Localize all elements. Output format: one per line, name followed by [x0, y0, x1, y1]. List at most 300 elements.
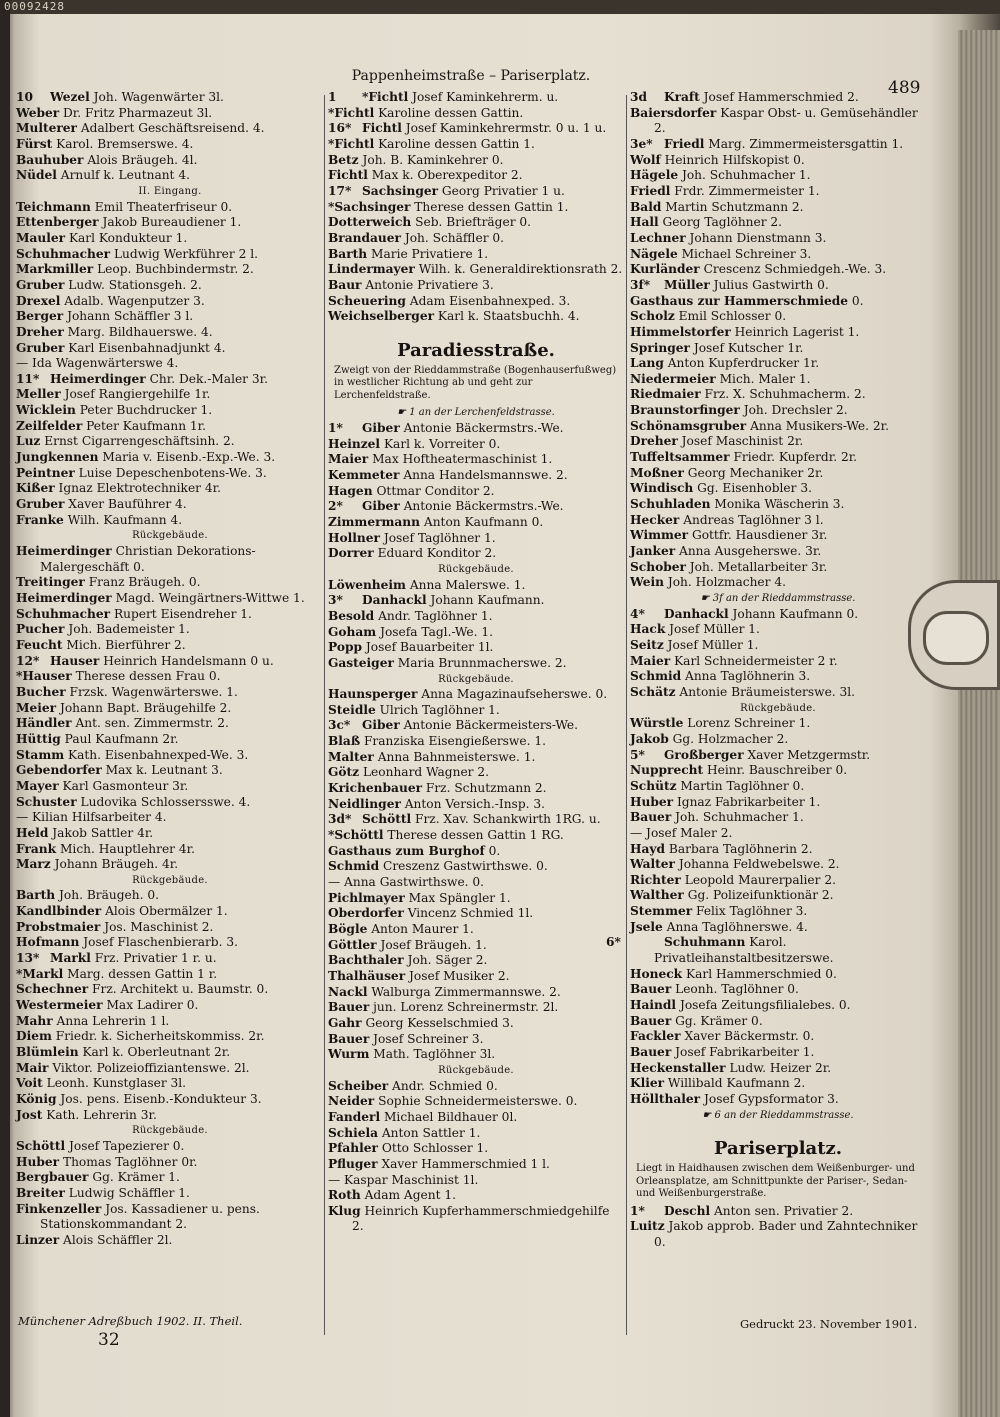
directory-entry: [328, 812, 624, 828]
resident-details: Karl Hammerschmied 0.: [686, 966, 837, 981]
directory-entry: [328, 1079, 624, 1095]
resident-details: Antonie Bräumeisterswe. 3l.: [679, 684, 856, 699]
resident-name: Neider: [328, 1094, 375, 1109]
resident-name: Jost: [16, 1107, 43, 1122]
directory-entry: [328, 1047, 624, 1063]
resident-name: Kraft: [664, 90, 700, 104]
resident-details: Anton Kaufmann 0.: [423, 514, 544, 529]
resident-name: Himmelstorfer: [630, 324, 731, 339]
resident-details: Math. Taglöhner 3l.: [373, 1047, 496, 1062]
directory-entry: [630, 763, 926, 779]
resident-details: Xaver Metzgermstr.: [747, 747, 871, 762]
resident-name: Pfluger: [328, 1156, 378, 1171]
resident-details: — Anna Gastwirthswe. 0.: [328, 875, 485, 890]
resident-name: Kurländer: [630, 262, 700, 277]
directory-entry: [630, 1219, 926, 1250]
resident-details: Friedr. Kupferdr. 2r.: [733, 450, 858, 465]
directory-entry: [16, 1014, 324, 1030]
resident-name: Schuster: [16, 794, 77, 809]
house-number: 2*: [328, 499, 343, 514]
directory-entry: [630, 575, 926, 591]
resident-name: Goham: [328, 624, 377, 639]
directory-entry: [328, 1157, 624, 1173]
resident-name: Braunstorfinger: [630, 403, 740, 418]
resident-details: Karl k. Staatsbuchh. 4.: [437, 309, 580, 324]
resident-details: Ludwig Schäffler 1.: [68, 1185, 190, 1200]
resident-name: Schöttl: [16, 1138, 66, 1153]
directory-entry: [630, 419, 926, 435]
resident-name: Moßner: [630, 465, 684, 480]
directory-entry: [630, 779, 926, 795]
resident-details: Willibald Kaufmann 2.: [667, 1076, 806, 1091]
resident-name: Deschl: [664, 1203, 711, 1218]
resident-name: Gebendorfer: [16, 763, 102, 778]
directory-entry: [16, 1139, 324, 1155]
resident-details: Friedr. k. Sicherheitskommiss. 2r.: [55, 1029, 265, 1044]
directory-entry: [630, 607, 926, 623]
directory-entry: [328, 546, 624, 562]
resident-details: Anton Kupferdrucker 1r.: [667, 356, 820, 371]
section-subheading: Rückgebäude.: [438, 563, 514, 575]
directory-entry: [16, 90, 324, 106]
resident-name: Barth: [16, 888, 56, 903]
resident-name: Schütz: [630, 778, 677, 793]
resident-name: Honeck: [630, 966, 683, 981]
resident-details: Gg. Krämer 1.: [92, 1170, 180, 1185]
resident-name: Westermeier: [16, 998, 103, 1013]
resident-details: Joh. B. Kaminkehrer 0.: [362, 152, 504, 167]
cross-reference-note: ☛ 3f an der Rieddammstrasse.: [700, 593, 856, 604]
top-strip: [0, 0, 1000, 14]
directory-entry: [630, 106, 926, 137]
resident-name: Friedl: [630, 183, 671, 198]
resident-details: Peter Kaufmann 1r.: [86, 418, 207, 433]
directory-entry: [630, 748, 926, 764]
directory-entry: [630, 137, 926, 153]
resident-name: Lechner: [630, 230, 686, 245]
directory-entry: [16, 325, 324, 341]
directory-entry: [16, 575, 324, 591]
resident-name: Friedl: [664, 136, 705, 151]
directory-entry: [630, 982, 926, 998]
resident-details: Joh. Metallarbeiter 3r.: [689, 559, 828, 574]
directory-entry: [328, 938, 624, 954]
resident-details: Adam Eisenbahnexped. 3.: [409, 293, 571, 308]
house-number: 5*: [630, 747, 645, 762]
resident-name: Roth: [328, 1188, 361, 1203]
resident-name: Fichtl: [328, 168, 368, 183]
resident-name: Giber: [362, 421, 400, 435]
column-2: [328, 90, 624, 1235]
resident-name: Großberger: [664, 747, 744, 762]
directory-entry: [16, 294, 324, 310]
directory-entry: [630, 967, 926, 983]
resident-name: Linzer: [16, 1232, 60, 1247]
resident-details: Adam Agent 1.: [364, 1188, 456, 1203]
resident-details: Mich. Hauptlehrer 4r.: [59, 841, 195, 856]
resident-details: Johann Bapt. Bräugehilfe 2.: [59, 700, 232, 715]
resident-name: Dotterweich: [328, 215, 412, 230]
resident-name: Fackler: [630, 1029, 681, 1044]
resident-details: Monika Wäscherin 3.: [714, 497, 845, 512]
directory-entry: [16, 215, 324, 231]
house-number: 3d*: [328, 812, 352, 827]
resident-name: Bauer: [630, 1045, 672, 1060]
resident-details: Josef Tapezierer 0.: [68, 1138, 185, 1153]
resident-details: Chr. Dek.-Maler 3r.: [149, 371, 269, 386]
directory-entry: [16, 888, 324, 904]
directory-entry: [630, 262, 926, 278]
resident-details: Max k. Oberexpeditor 2.: [371, 168, 523, 183]
resident-name: Kemmeter: [328, 467, 400, 482]
resident-name: *Schöttl: [328, 828, 384, 843]
resident-name: Malter: [328, 749, 374, 764]
resident-details: Antonie Bäckermstrs.-We.: [403, 499, 564, 514]
resident-name: Stemmer: [630, 904, 693, 919]
resident-details: Ludw. Heizer 2r.: [729, 1060, 832, 1075]
directory-entry: [16, 1202, 324, 1233]
resident-details: Josefa Tagl.-We. 1.: [380, 624, 494, 639]
resident-details: Andreas Taglöhner 3 l.: [683, 512, 824, 527]
directory-entry: [630, 560, 926, 576]
resident-details: Gottfr. Hausdiener 3r.: [691, 528, 828, 543]
cross-reference-note: ☛ 6 an der Rieddammstrasse.: [702, 1109, 854, 1121]
resident-name: Hägele: [630, 168, 679, 183]
directory-entry: [328, 985, 624, 1001]
directory-entry: [16, 341, 324, 357]
resident-details: Gg. Holzmacher 2.: [672, 731, 789, 746]
directory-entry: [328, 215, 624, 231]
resident-details: Xaver Hammerschmied 1 l.: [381, 1156, 550, 1171]
house-number: 3*: [328, 593, 343, 608]
directory-entry: [328, 247, 624, 263]
resident-name: Gruber: [16, 340, 65, 355]
resident-name: Zimmermann: [328, 514, 421, 529]
resident-name: Schätz: [630, 684, 676, 699]
resident-details: Karl Eisenbahnadjunkt 4.: [68, 340, 226, 355]
resident-details: Joh. Säger 2.: [407, 953, 488, 968]
resident-name: Teichmann: [16, 199, 91, 214]
directory-entry: [16, 779, 324, 795]
directory-entry: [328, 437, 624, 453]
resident-name: Heinzel: [328, 436, 381, 451]
resident-name: Finkenzeller: [16, 1201, 102, 1216]
resident-name: Dorrer: [328, 546, 374, 561]
resident-details: Wilh. k. Generaldirektionsrath 2.: [418, 262, 623, 277]
directory-entry: [328, 750, 624, 766]
resident-details: Eduard Konditor 2.: [377, 546, 497, 561]
resident-name: Bauer: [630, 982, 672, 997]
directory-entry: [16, 137, 324, 153]
column-divider: [324, 95, 325, 1335]
resident-name: Walther: [630, 888, 684, 903]
resident-details: Alois Schäffler 2l.: [63, 1232, 173, 1247]
directory-entry: [16, 748, 324, 764]
resident-details: Heinr. Bauschreiber 0.: [707, 763, 848, 778]
house-number: 4*: [630, 606, 645, 621]
resident-name: Bergbauer: [16, 1170, 89, 1185]
resident-name: Wurm: [328, 1047, 370, 1062]
section-subheading: Rückgebäude.: [740, 702, 816, 714]
resident-details: Josef Müller 1.: [669, 622, 760, 637]
resident-name: Gruber: [16, 497, 65, 512]
resident-details: Frz. Privatier 1 r. u.: [94, 951, 217, 966]
resident-details: Max Spängler 1.: [408, 890, 511, 905]
resident-name: Bauhuber: [16, 152, 84, 167]
resident-details: Josef Fabrikarbeiter 1.: [675, 1045, 815, 1060]
resident-details: Michael Bildhauer 0l.: [383, 1109, 518, 1124]
directory-entry: [630, 1092, 926, 1108]
resident-name: Nägele: [630, 246, 678, 261]
directory-entry: [630, 387, 926, 403]
resident-details: Creszenz Gastwirthswe. 0.: [383, 859, 548, 874]
directory-entry: [16, 1029, 324, 1045]
directory-entry: [16, 669, 324, 685]
resident-name: Fanderl: [328, 1109, 381, 1124]
resident-details: Joh. Schuhmacher 1.: [675, 810, 804, 825]
resident-details: Ulrich Taglöhner 1.: [379, 702, 500, 717]
resident-name: Baur: [328, 277, 362, 292]
directory-entry: [328, 1110, 624, 1126]
directory-entry: [16, 701, 324, 717]
street-description: Liegt in Haidhausen zwischen dem Weißenburger- und Orleansplatze, am Schnittpunkte der Pariser-, Sedan- und Weißenburgerstraße.: [636, 1163, 915, 1200]
directory-entry: [328, 1000, 624, 1016]
resident-name: Maier: [630, 653, 671, 668]
resident-name: Danhackl: [362, 593, 427, 608]
directory-entry: [16, 904, 324, 920]
resident-name: Neidlinger: [328, 796, 401, 811]
resident-details: Frz. Xav. Schankwirth 1RG. u.: [414, 812, 601, 827]
resident-name: Schönamsgruber: [630, 418, 747, 433]
resident-details: Anna Magazinaufseherswe. 0.: [421, 687, 608, 702]
resident-name: *Markl: [16, 966, 64, 981]
resident-details: Joh. Schäffler 0.: [404, 230, 505, 245]
resident-name: Schober: [630, 559, 686, 574]
house-number: 11*: [16, 371, 40, 386]
resident-name: Krichenbauer: [328, 781, 422, 796]
resident-name: Mayer: [16, 778, 59, 793]
resident-name: Tuffeltsammer: [630, 450, 730, 465]
resident-name: Bauer: [630, 810, 672, 825]
column-1: [16, 90, 324, 1249]
resident-name: Lang: [630, 356, 664, 371]
resident-details: Peter Buchdrucker 1.: [79, 403, 213, 418]
resident-details: Josef Rangiergehilfe 1r.: [64, 387, 211, 402]
resident-name: Held: [16, 825, 49, 840]
resident-details: Josef Gypsformator 3.: [703, 1092, 839, 1106]
resident-details: Josef Kutscher 1r.: [693, 340, 804, 355]
resident-name: Heckenstaller: [630, 1060, 726, 1075]
resident-details: Ignaz Elektrotechniker 4r.: [58, 481, 221, 496]
directory-entry: [328, 1016, 624, 1032]
directory-entry: [328, 859, 624, 875]
resident-details: Ant. sen. Zimmermstr. 2.: [75, 716, 229, 731]
resident-details: Georg Privatier 1 u.: [441, 183, 565, 198]
resident-details: Max Ladirer 0.: [106, 998, 199, 1013]
resident-name: Blümlein: [16, 1045, 79, 1060]
resident-name: Baiersdorfer: [630, 105, 717, 120]
house-number: 16*: [328, 121, 352, 136]
directory-entry: [16, 481, 324, 497]
street-heading: Pariserplatz.: [714, 1138, 842, 1160]
section-subheading: Rückgebäude.: [132, 530, 208, 542]
resident-details: Joh. Drechsler 2.: [743, 403, 848, 418]
resident-name: Schuhmann: [664, 935, 746, 950]
resident-details: Lorenz Schreiner 1.: [687, 716, 811, 731]
resident-details: — Kaspar Maschinist 1l.: [328, 1172, 479, 1187]
directory-entry: [16, 951, 324, 967]
resident-name: Meier: [16, 700, 57, 715]
resident-name: Gahr: [328, 1015, 362, 1030]
resident-name: Thalhäuser: [328, 968, 406, 983]
directory-entry: [630, 294, 926, 310]
resident-details: Josef Taglöhner 1.: [383, 530, 496, 545]
resident-name: Löwenheim: [328, 577, 406, 592]
street-description: Zweigt von der Rieddammstraße (Bogenhauserfußweg) in westlicher Richtung ab und geht zur Lerchenfeldstraße.: [334, 364, 617, 401]
signature-number: 32: [98, 1330, 120, 1350]
directory-entry: [328, 90, 624, 106]
resident-details: Josef Maschinist 2r.: [681, 434, 804, 449]
directory-entry: [16, 466, 324, 482]
directory-entry: [630, 1061, 926, 1077]
directory-entry: [16, 153, 324, 169]
resident-name: Feucht: [16, 637, 63, 652]
directory-entry: [16, 1155, 324, 1171]
directory-entry: [16, 278, 324, 294]
directory-entry: [630, 1045, 926, 1061]
resident-name: Blaß: [328, 734, 361, 749]
directory-entry: [16, 231, 324, 247]
resident-name: Giber: [362, 718, 400, 733]
directory-entry: [630, 716, 926, 732]
directory-entry: [630, 904, 926, 920]
resident-name: Gruber: [16, 277, 65, 292]
resident-details: Michael Schreiner 3.: [681, 246, 812, 261]
resident-details: Arnulf k. Leutnant 4.: [60, 168, 190, 183]
directory-entry: [16, 935, 324, 951]
directory-entry: [630, 1029, 926, 1045]
house-number: 13*: [16, 951, 40, 966]
directory-entry: [16, 247, 324, 263]
column-divider: [626, 95, 627, 1335]
resident-name: Götz: [328, 765, 360, 780]
directory-entry: [630, 873, 926, 889]
directory-entry: [16, 1061, 324, 1077]
resident-name: Hüttig: [16, 731, 61, 746]
resident-name: Berger: [16, 309, 64, 324]
resident-name: Bald: [630, 199, 662, 214]
street-heading: Paradiesstraße.: [397, 339, 555, 361]
resident-name: *Fichtl: [328, 105, 375, 120]
directory-entry: [16, 513, 324, 529]
resident-details: Franz Bräugeh. 0.: [88, 575, 201, 590]
resident-details: — Ida Wagenwärterswe 4.: [16, 356, 179, 371]
resident-details: Christian Dekorations-Malergeschäft 0.: [40, 544, 256, 574]
resident-name: Multerer: [16, 121, 77, 136]
resident-details: Leonh. Taglöhner 0.: [675, 982, 799, 997]
house-number: 1*: [328, 421, 343, 435]
directory-entry: [16, 1045, 324, 1061]
directory-entry: [630, 857, 926, 873]
resident-details: Karl k. Oberleutnant 2r.: [82, 1045, 231, 1060]
resident-name: Maier: [328, 452, 369, 467]
directory-entry: [16, 419, 324, 435]
directory-entry: [328, 656, 624, 672]
resident-details: Frzsk. Wagenwärterswe. 1.: [69, 684, 238, 699]
resident-details: Anna Lehrerin 1 l.: [56, 1013, 170, 1028]
resident-details: Leonh. Kunstglaser 3l.: [46, 1076, 187, 1091]
resident-name: Richter: [630, 872, 681, 887]
resident-details: Mich. Maler 1.: [719, 371, 811, 386]
resident-name: Bachthaler: [328, 953, 404, 968]
imprint: Münchener Adreßbuch 1902. II. Theil.: [18, 1314, 243, 1328]
resident-details: Josef Bauarbeiter 1l.: [365, 640, 494, 655]
resident-details: Walburga Zimmermannswe. 2.: [371, 984, 561, 999]
resident-name: *Fichtl: [362, 90, 409, 104]
running-header: Pappenheimstraße – Pariserplatz.: [351, 68, 591, 84]
resident-name: Nüdel: [16, 168, 57, 183]
resident-details: Antonie Privatiere 3.: [365, 277, 494, 292]
directory-entry: [328, 294, 624, 310]
resident-name: Bögle: [328, 922, 368, 936]
resident-name: Heimerdinger: [50, 371, 146, 386]
resident-details: Karol. Privatleihanstaltbesitzerswe.: [654, 935, 834, 966]
resident-details: Jos. Kassadiener u. pens. Stationskommandant 2.: [40, 1201, 260, 1232]
resident-name: Treitinger: [16, 575, 85, 590]
resident-details: Emil Theaterfriseur 0.: [94, 199, 233, 214]
resident-details: Joh. Bräugeh. 0.: [59, 888, 159, 903]
resident-details: Anna Handelsmannswe. 2.: [403, 467, 568, 482]
resident-name: Hall: [630, 215, 659, 230]
resident-name: Springer: [630, 340, 690, 355]
directory-entry: [630, 1014, 926, 1030]
resident-details: Anna Musikers-We. 2r.: [750, 418, 889, 433]
directory-entry: [328, 515, 624, 531]
resident-details: 0.: [488, 843, 501, 858]
directory-entry: [16, 1170, 324, 1186]
directory-entry: [630, 638, 926, 654]
directory-entry: [16, 638, 324, 654]
directory-entry: [16, 716, 324, 732]
resident-details: Therese dessen Gattin 1 RG.: [387, 828, 564, 843]
directory-entry: [16, 763, 324, 779]
resident-name: Scheuering: [328, 293, 406, 308]
resident-details: Kath. Eisenbahnexped-We. 3.: [68, 747, 249, 762]
resident-name: Seitz: [630, 637, 664, 652]
house-number: 1*: [630, 1203, 645, 1218]
resident-details: Heinrich Kupferhammerschmiedgehilfe 2.: [352, 1203, 610, 1234]
directory-entry: [630, 341, 926, 357]
directory-entry: [16, 920, 324, 936]
resident-name: Wein: [630, 575, 664, 590]
cross-reference-note: ☛ 1 an der Lerchenfeldstrasse.: [397, 407, 555, 419]
resident-details: Ernst Cigarrengeschäftsinh. 2.: [44, 434, 235, 449]
resident-details: Josef Kaminkehrermstr. 0 u. 1 u.: [405, 121, 607, 136]
resident-details: Mich. Bierführer 2.: [66, 637, 186, 652]
column-3: [606, 90, 926, 1251]
directory-entry: [328, 106, 624, 122]
resident-name: Händler: [16, 716, 72, 731]
resident-details: Anton sen. Privatier 2.: [713, 1203, 854, 1218]
resident-details: Joh. Holzmacher 4.: [667, 575, 786, 590]
section-subheading: II. Eingang.: [138, 185, 202, 197]
directory-entry: [16, 450, 324, 466]
resident-details: Thomas Taglöhner 0r.: [62, 1154, 198, 1169]
resident-name: Niedermeier: [630, 371, 716, 386]
resident-name: Breiter: [16, 1185, 65, 1200]
resident-details: Anton Maurer 1.: [371, 922, 474, 936]
directory-entry: [16, 168, 324, 184]
